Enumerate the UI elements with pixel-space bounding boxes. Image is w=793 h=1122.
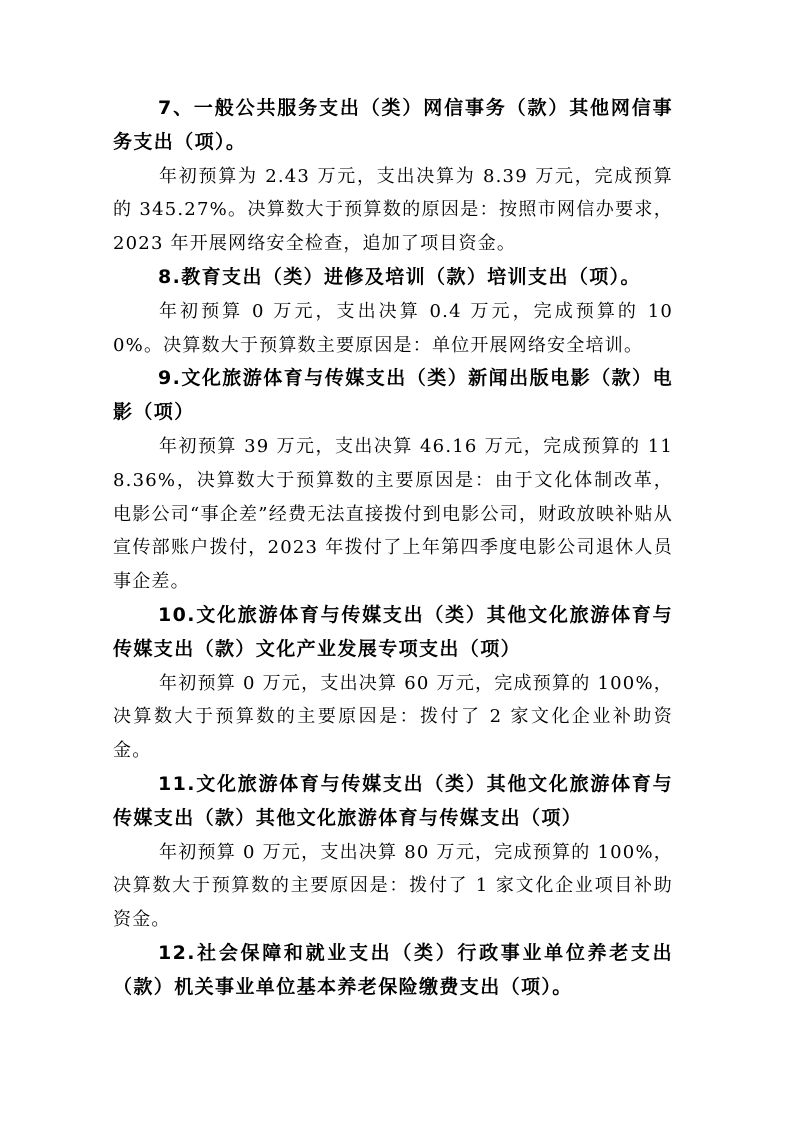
- section-7-body: 年初预算为 2.43 万元，支出决算为 8.39 万元，完成预算的 345.27%。决算数大于预算数的原因是：按照市网信办要求，2023 年开展网络安全检查，追加了项目资金。: [113, 165, 673, 255]
- section-8-heading: 8.教育支出（类）进修及培训（款）培训支出（项）。: [158, 265, 641, 288]
- section-10-heading: 10.文化旅游体育与传媒支出（类）其他文化旅游体育与传媒支出（款）文化产业发展专项支出（项）: [113, 603, 673, 660]
- section-11-heading: 11.文化旅游体育与传媒支出（类）其他文化旅游体育与传媒支出（款）其他文化旅游体育与传媒支出（项）: [113, 772, 673, 829]
- section-10-body: 年初预算 0 万元，支出决算 60 万元，完成预算的 100%，决算数大于预算数的主要原因是：拨付了 2 家文化企业补助资金。: [113, 672, 673, 762]
- section-9-heading: 9.文化旅游体育与传媒支出（类）新闻出版电影（款）电影（项）: [113, 367, 673, 424]
- section-9-body: 年初预算 39 万元，支出决算 46.16 万元，完成预算的 118.36%，决算数大于预算数的主要原因是：由于文化体制改革，电影公司“事企差”经费无法直接拨付到电影公司，财政放映补贴从宣传部账户拨付，2023 年拨付了上年第四季度电影公司退休人员事企差。: [113, 435, 673, 593]
- section-12-heading: 12.社会保障和就业支出（类）行政事业单位养老支出（款）机关事业单位基本养老保险缴费支出（项）。: [113, 941, 673, 998]
- section-8-body: 年初预算 0 万元，支出决算 0.4 万元，完成预算的 100%。决算数大于预算数主要原因是：单位开展网络安全培训。: [113, 300, 673, 356]
- section-11-body: 年初预算 0 万元，支出决算 80 万元，完成预算的 100%，决算数大于预算数的主要原因是：拨付了 1 家文化企业项目补助资金。: [113, 841, 673, 931]
- document-content: [113, 92, 673, 1005]
- section-7-heading: 7、一般公共服务支出（类）网信事务（款）其他网信事务支出（项）。: [113, 97, 673, 153]
